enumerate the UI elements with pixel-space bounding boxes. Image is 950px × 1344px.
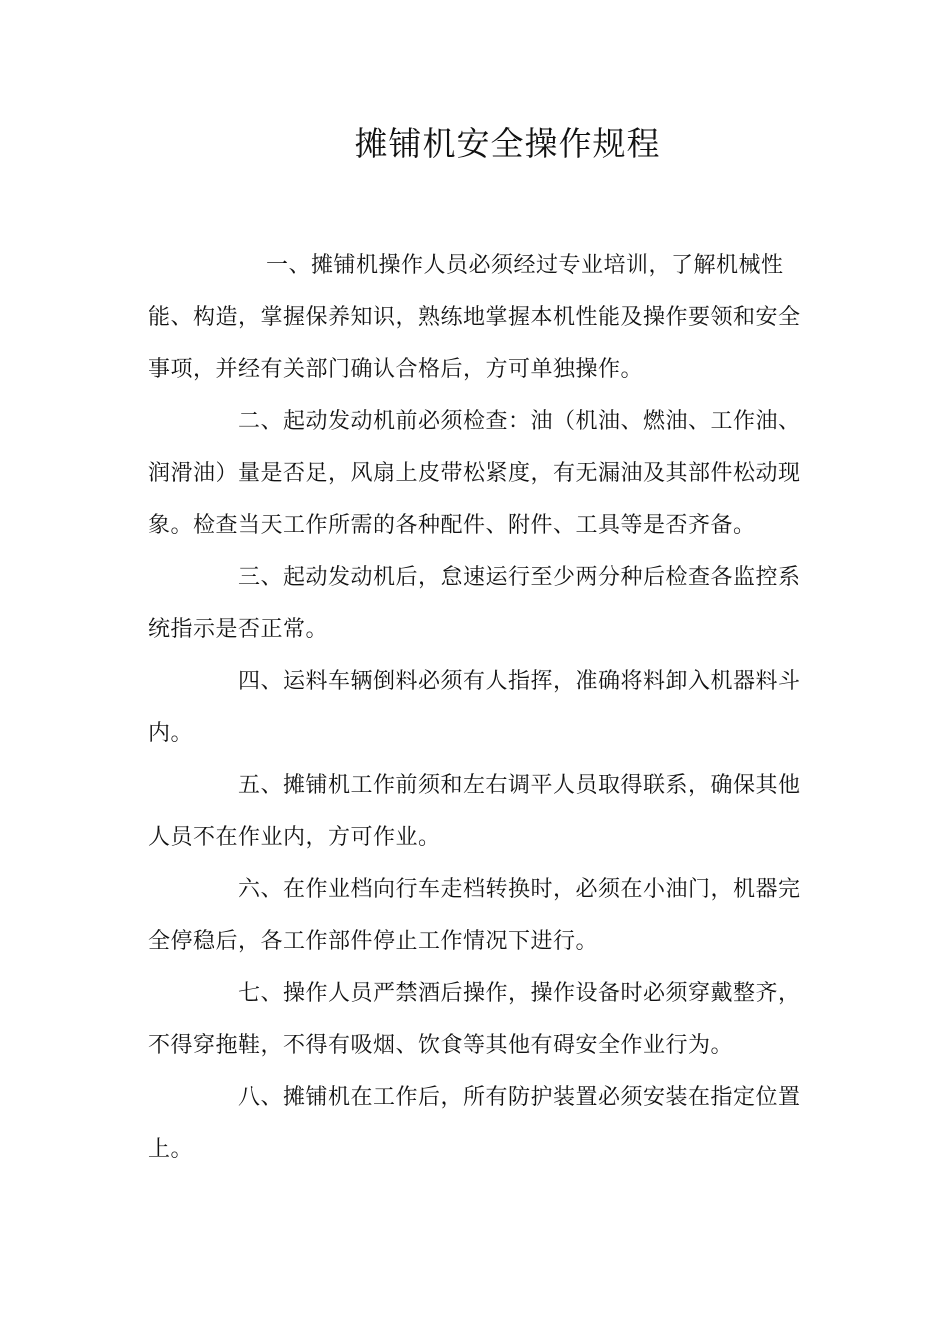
paragraph-1-line-3: 事项，并经有关部门确认合格后，方可单独操作。 — [148, 357, 644, 382]
paragraph-8-line-2: 上。 — [148, 1137, 194, 1162]
document-title: 摊铺机安全操作规程 — [354, 124, 661, 163]
paragraph-7-line-2: 不得穿拖鞋，不得有吸烟、饮食等其他有碍安全作业行为。 — [148, 1033, 734, 1058]
paragraph-2-line-3: 象。检查当天工作所需的各种配件、附件、工具等是否齐备。 — [148, 513, 756, 538]
paragraph-5-line-2: 人员不在作业内，方可作业。 — [148, 825, 441, 850]
paragraph-4-line-2: 内。 — [148, 721, 194, 746]
paragraph-4-line-1: 四、运料车辆倒料必须有人指挥，准确将料卸入机器料斗 — [238, 669, 801, 694]
paragraph-3-line-2: 统指示是否正常。 — [148, 617, 329, 642]
paragraph-2-line-1: 二、起动发动机前必须检查：油（机油、燃油、工作油、 — [238, 409, 801, 434]
paragraph-5-line-1: 五、摊铺机工作前须和左右调平人员取得联系，确保其他 — [238, 773, 801, 798]
paragraph-8-line-1: 八、摊铺机在工作后，所有防护装置必须安装在指定位置 — [238, 1085, 801, 1110]
paragraph-2-line-2: 润滑油）量是否足，风扇上皮带松紧度，有无漏油及其部件松动现 — [148, 461, 801, 486]
document-body — [148, 240, 808, 1176]
paragraph-6-line-1: 六、在作业档向行车走档转换时，必须在小油门，机器完 — [238, 877, 801, 902]
paragraph-3-line-1: 三、起动发动机后，怠速运行至少两分种后检查各监控系 — [238, 565, 801, 590]
paragraph-6-line-2: 全停稳后，各工作部件停止工作情况下进行。 — [148, 929, 599, 954]
paragraph-1-line-2: 能、构造，掌握保养知识，熟练地掌握本机性能及操作要领和安全 — [148, 305, 801, 330]
paragraph-7-line-1: 七、操作人员严禁酒后操作，操作设备时必须穿戴整齐， — [238, 981, 801, 1006]
paragraph-1-line-1: 一、摊铺机操作人员必须经过专业培训，了解机械性 — [266, 253, 784, 278]
